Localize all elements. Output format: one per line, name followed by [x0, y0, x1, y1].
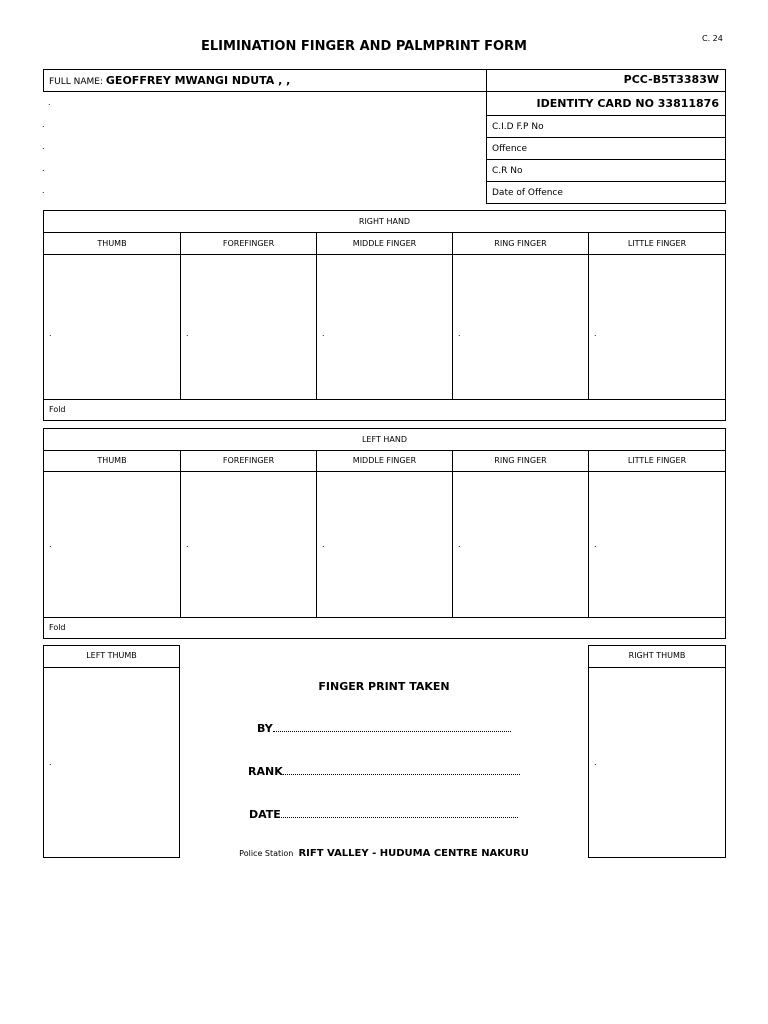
identity-card-number: IDENTITY CARD NO 33811876 [536, 97, 719, 110]
left-mark: . [42, 186, 45, 195]
page-title: ELIMINATION FINGER AND PALMPRINT FORM [201, 39, 527, 54]
left-forefinger-cell [181, 451, 317, 617]
left-mark: . [42, 164, 45, 173]
print-mark: . [186, 329, 189, 338]
date-field [249, 808, 518, 821]
police-station-label: Police Station [239, 849, 294, 858]
finger-label: FOREFINGER [222, 456, 275, 465]
by-line[interactable] [273, 722, 511, 732]
right-hand-title: RIGHT HAND [358, 217, 411, 226]
finger-label: THUMB [97, 456, 127, 465]
print-mark: . [322, 329, 325, 338]
finger-print-taken-title: FINGER PRINT TAKEN [318, 680, 450, 693]
finger-label: LITTLE FINGER [627, 239, 687, 248]
print-mark: . [186, 540, 189, 549]
finger-label: LITTLE FINGER [627, 456, 687, 465]
pcc-number: PCC-B5T3383W [623, 73, 719, 86]
by-label: BY [257, 722, 273, 735]
cid-fp-field: C.I.D F.P No [492, 122, 544, 132]
print-mark: . [594, 329, 597, 338]
print-mark: . [458, 540, 461, 549]
print-mark: . [458, 329, 461, 338]
finger-label: FOREFINGER [222, 239, 275, 248]
right-thumb-label: RIGHT THUMB [628, 651, 686, 660]
full-name-row [43, 69, 726, 92]
right-thumb-cell [44, 233, 181, 399]
left-ring-finger-cell [453, 451, 589, 617]
finger-label: RING FINGER [494, 456, 547, 465]
form-code: C. 24 [702, 34, 723, 43]
left-middle-finger-cell [317, 451, 453, 617]
rank-field [248, 765, 520, 778]
date-of-offence-field: Date of Offence [492, 188, 563, 198]
left-thumb-box [43, 645, 180, 858]
left-mark: . [42, 120, 45, 129]
full-name-field [49, 74, 290, 87]
right-hand-table [43, 210, 726, 421]
print-mark: . [49, 758, 52, 767]
right-little-finger-cell [589, 233, 725, 399]
police-station-value: RIFT VALLEY - HUDUMA CENTRE NAKURU [298, 848, 529, 859]
right-forefinger-cell [181, 233, 317, 399]
left-hand-table [43, 428, 726, 639]
print-mark: . [322, 540, 325, 549]
police-station-field [180, 841, 588, 860]
print-mark: . [49, 329, 52, 338]
rank-label: RANK [248, 765, 283, 778]
fold-label: Fold [49, 405, 66, 414]
full-name-label: FULL NAME: [49, 77, 104, 87]
finger-label: RING FINGER [494, 239, 547, 248]
record-fields-box [486, 91, 726, 204]
offence-field: Offence [492, 144, 528, 154]
left-little-finger-cell [589, 451, 725, 617]
right-middle-finger-cell [317, 233, 453, 399]
print-mark: . [594, 540, 597, 549]
finger-label: MIDDLE FINGER [352, 456, 417, 465]
finger-label: THUMB [97, 239, 127, 248]
print-mark: . [594, 758, 597, 767]
right-thumb-box [588, 645, 726, 858]
full-name-value: GEOFFREY MWANGI NDUTA , , [105, 74, 291, 87]
full-name-divider [486, 70, 487, 91]
left-mark: . [48, 98, 51, 107]
rank-line[interactable] [283, 765, 520, 775]
finger-label: MIDDLE FINGER [352, 239, 417, 248]
right-ring-finger-cell [453, 233, 589, 399]
left-thumb-cell [44, 451, 181, 617]
date-label: DATE [249, 808, 281, 821]
cr-no-field: C.R No [492, 166, 523, 176]
print-mark: . [49, 540, 52, 549]
fold-label: Fold [49, 623, 66, 632]
date-line[interactable] [281, 808, 518, 818]
left-mark: . [42, 142, 45, 151]
by-field [257, 722, 511, 735]
left-hand-title: LEFT HAND [361, 435, 408, 444]
left-thumb-label: LEFT THUMB [86, 651, 137, 660]
